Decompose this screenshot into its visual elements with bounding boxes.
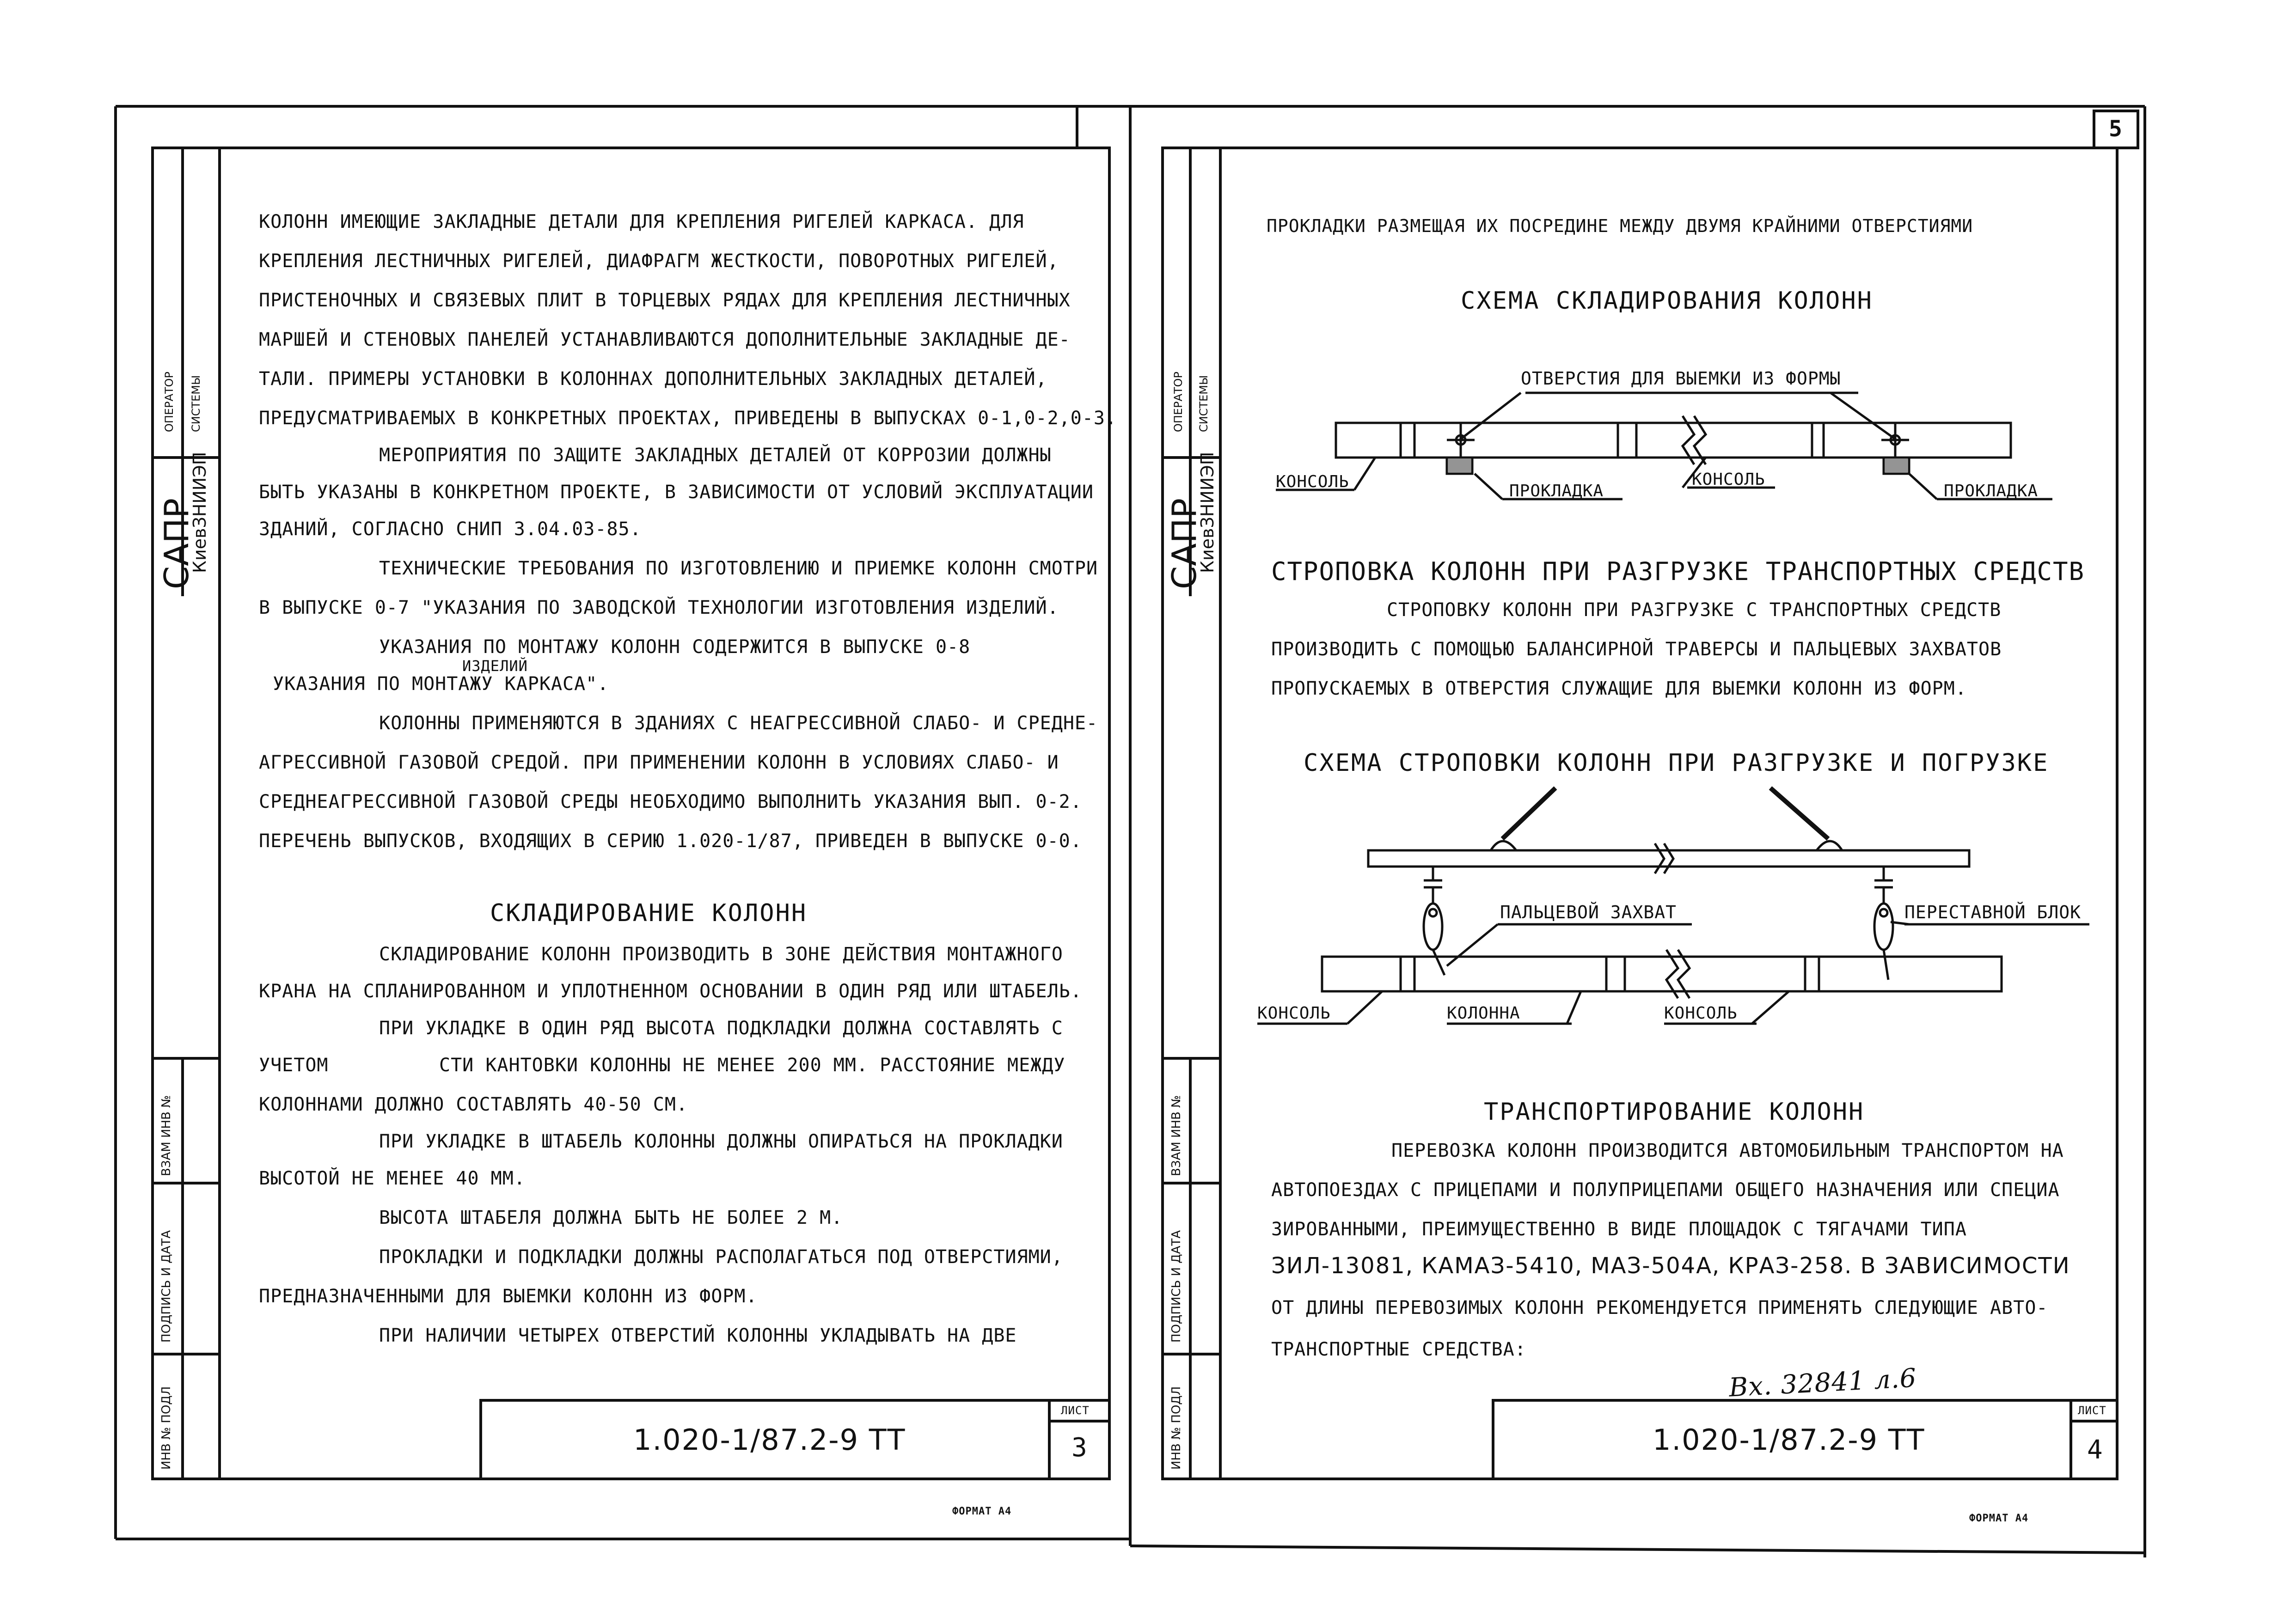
diagram-label-holes: ОТВЕРСТИЯ ДЛЯ ВЫЕМКИ ИЗ ФОРМЫ [1521, 368, 1841, 389]
diagram-label-column: КОЛОННА [1447, 1004, 1520, 1023]
section-heading: СХЕМА СТРОПОВКИ КОЛОНН ПРИ РАЗГРУЗКЕ И ПОГРУЗКЕ [1304, 749, 2049, 777]
diagram-label-console: КОНСОЛЬ [1692, 470, 1765, 489]
sapr-label: САПР [157, 498, 196, 589]
sheet-number: 3 [1071, 1433, 1088, 1463]
format-label: ФОРМАТ А4 [952, 1506, 1012, 1517]
section-heading: СКЛАДИРОВАНИЕ КОЛОНН [490, 899, 808, 927]
text-line: КОЛОННАМИ ДОЛЖНО СОСТАВЛЯТЬ 40-50 СМ. [259, 1094, 688, 1115]
format-label: ФОРМАТ А4 [1969, 1513, 2029, 1524]
side-label-inventory: ИНВ № ПОДЛ [1169, 1386, 1183, 1470]
text-line: В ВЫПУСКЕ 0-7 "УКАЗАНИЯ ПО ЗАВОДСКОЙ ТЕХНОЛОГИИ ИЗГОТОВЛЕНИЯ ИЗДЕЛИЙ. [259, 597, 1059, 618]
operator-label: ОПЕРАТОР [163, 371, 176, 432]
text-line: ПРИ НАЛИЧИИ ЧЕТЫРЕХ ОТВЕРСТИЙ КОЛОННЫ УКЛАДЫВАТЬ НА ДВЕ [379, 1325, 1017, 1346]
text-line: СТРОПОВКУ КОЛОНН ПРИ РАЗГРУЗКЕ С ТРАНСПОРТНЫХ СРЕДСТВ [1387, 599, 2002, 621]
diagram-label-console: КОНСОЛЬ [1276, 472, 1349, 491]
diagram-label-finger-grip: ПАЛЬЦЕВОЙ ЗАХВАТ [1500, 902, 1677, 922]
text-line: ПРОКЛАДКИ И ПОДКЛАДКИ ДОЛЖНЫ РАСПОЛАГАТЬСЯ ПОД ОТВЕРСТИЯМИ, [379, 1246, 1063, 1268]
text-line: ТРАНСПОРТНЫЕ СРЕДСТВА: [1271, 1339, 1526, 1360]
side-label-replace: ВЗАМ ИНВ № [159, 1095, 173, 1176]
text-line: ТАЛИ. ПРИМЕРЫ УСТАНОВКИ В КОЛОННАХ ДОПОЛНИТЕЛЬНЫХ ЗАКЛАДНЫХ ДЕТАЛЕЙ, [259, 368, 1047, 390]
text-line: ПРЕДНАЗНАЧЕННЫМИ ДЛЯ ВЫЕМКИ КОЛОНН ИЗ ФОРМ. [259, 1286, 758, 1307]
section-heading: СХЕМА СКЛАДИРОВАНИЯ КОЛОНН [1461, 287, 1873, 315]
diagram-label-pad: ПРОКЛАДКА [1944, 482, 2039, 501]
text-line: ПРОИЗВОДИТЬ С ПОМОЩЬЮ БАЛАНСИРНОЙ ТРАВЕРСЫ И ПАЛЬЦЕВЫХ ЗАХВАТОВ [1271, 639, 2002, 660]
org-label: КиевЗНИИЭП [190, 452, 210, 573]
system-label: СИСТЕМЫ [1197, 375, 1210, 432]
sheet-number: 4 [2087, 1435, 2103, 1465]
text-line: ИЗДЕЛИЙ [462, 657, 528, 675]
side-label-replace: ВЗАМ ИНВ № [1169, 1095, 1183, 1176]
side-label-signature: ПОДПИСЬ И ДАТА [1169, 1230, 1183, 1343]
text-line: УКАЗАНИЯ ПО МОНТАЖУ КОЛОНН СОДЕРЖИТСЯ В ВЫПУСКЕ 0-8 [379, 636, 971, 658]
text-line: УКАЗАНИЯ ПО МОНТАЖУ КАРКАСА". [273, 673, 609, 695]
section-heading: ТРАНСПОРТИРОВАНИЕ КОЛОНН [1484, 1098, 1865, 1126]
diagram-label-pad: ПРОКЛАДКА [1509, 482, 1604, 501]
sheet-label: ЛИСТ [1061, 1404, 1090, 1417]
diagram-label-console: КОНСОЛЬ [1664, 1004, 1738, 1023]
org-label: КиевЗНИИЭП [1197, 452, 1218, 573]
document-code: 1.020-1/87.2-9 ТТ [633, 1423, 906, 1457]
text-line: ЗИЛ-13081, КАМАЗ-5410, МАЗ-504А, КРАЗ-258. В ЗАВИСИМОСТИ [1271, 1253, 2070, 1279]
text-line: ПРОПУСКАЕМЫХ В ОТВЕРСТИЯ СЛУЖАЩИЕ ДЛЯ ВЫЕМКИ КОЛОНН ИЗ ФОРМ. [1271, 678, 1967, 699]
text-line: ТЕХНИЧЕСКИЕ ТРЕБОВАНИЯ ПО ИЗГОТОВЛЕНИЮ И ПРИЕМКЕ КОЛОНН СМОТРИ [379, 558, 1098, 579]
side-label-inventory: ИНВ № ПОДЛ [159, 1386, 173, 1470]
text-line: ПРИСТЕНОЧНЫХ И СВЯЗЕВЫХ ПЛИТ В ТОРЦЕВЫХ РЯДАХ ДЛЯ КРЕПЛЕНИЯ ЛЕСТНИЧНЫХ [259, 290, 1071, 311]
side-label-signature: ПОДПИСЬ И ДАТА [159, 1230, 173, 1343]
text-line: ПРИ УКЛАДКЕ В ШТАБЕЛЬ КОЛОННЫ ДОЛЖНЫ ОПИРАТЬСЯ НА ПРОКЛАДКИ [379, 1131, 1063, 1152]
text-line: КОЛОННЫ ПРИМЕНЯЮТСЯ В ЗДАНИЯХ С НЕАГРЕССИВНОЙ СЛАБО- И СРЕДНЕ- [379, 713, 1098, 734]
outer-sheet-number: 5 [2109, 116, 2123, 142]
text-line: КОЛОНН ИМЕЮЩИЕ ЗАКЛАДНЫЕ ДЕТАЛИ ДЛЯ КРЕПЛЕНИЯ РИГЕЛЕЙ КАРКАСА. ДЛЯ [259, 211, 1024, 232]
text-line: ВЫСОТОЙ НЕ МЕНЕЕ 40 ММ. [259, 1168, 526, 1189]
text-line: СТИ КАНТОВКИ КОЛОННЫ НЕ МЕНЕЕ 200 ММ. РАССТОЯНИЕ МЕЖДУ [439, 1055, 1065, 1076]
text-line: МЕРОПРИЯТИЯ ПО ЗАЩИТЕ ЗАКЛАДНЫХ ДЕТАЛЕЙ ОТ КОРРОЗИИ ДОЛЖНЫ [379, 445, 1052, 466]
text-line: ПРОКЛАДКИ РАЗМЕЩАЯ ИХ ПОСРЕДИНЕ МЕЖДУ ДВУМЯ КРАЙНИМИ ОТВЕРСТИЯМИ [1267, 216, 1973, 236]
text-line: СКЛАДИРОВАНИЕ КОЛОНН ПРОИЗВОДИТЬ В ЗОНЕ ДЕЙСТВИЯ МОНТАЖНОГО [379, 944, 1063, 965]
text-line: КРАНА НА СПЛАНИРОВАННОМ И УПЛОТНЕННОМ ОСНОВАНИИ В ОДИН РЯД ИЛИ ШТАБЕЛЬ. [259, 981, 1082, 1002]
column-body [1322, 957, 2002, 991]
text-line: ПЕРЕВОЗКА КОЛОНН ПРОИЗВОДИТСЯ АВТОМОБИЛЬНЫМ ТРАНСПОРТОМ НА [1391, 1140, 2064, 1161]
sheet-label: ЛИСТ [2078, 1404, 2106, 1417]
text-line: БЫТЬ УКАЗАНЫ В КОНКРЕТНОМ ПРОЕКТЕ, В ЗАВИСИМОСТИ ОТ УСЛОВИЙ ЭКСПЛУАТАЦИИ [259, 482, 1094, 503]
text-line: ПРЕДУСМАТРИВАЕМЫХ В КОНКРЕТНЫХ ПРОЕКТАХ, ПРИВЕДЕНЫ В ВЫПУСКАХ 0-1,0-2,0-3. [259, 408, 1117, 429]
text-line: ОТ ДЛИНЫ ПЕРЕВОЗИМЫХ КОЛОНН РЕКОМЕНДУЕТСЯ ПРИМЕНЯТЬ СЛЕДУЮЩИЕ АВТО- [1271, 1297, 2048, 1319]
text-line: УЧЕТОМ [259, 1055, 329, 1076]
text-line: АВТОПОЕЗДАХ С ПРИЦЕПАМИ И ПОЛУПРИЦЕПАМИ ОБЩЕГО НАЗНАЧЕНИЯ ИЛИ СПЕЦИА [1271, 1179, 2060, 1201]
system-label: СИСТЕМЫ [190, 375, 202, 432]
handwritten-note: Вх. 32841 л.6 [1728, 1363, 1917, 1403]
diagram-label-console: КОНСОЛЬ [1257, 1004, 1331, 1023]
text-line: ПРИ УКЛАДКЕ В ОДИН РЯД ВЫСОТА ПОДКЛАДКИ ДОЛЖНА СОСТАВЛЯТЬ С [379, 1018, 1063, 1039]
sapr-label: САПР [1165, 498, 1204, 589]
document-code: 1.020-1/87.2-9 ТТ [1653, 1423, 1925, 1457]
text-line: ЗДАНИЙ, СОГЛАСНО СНИП 3.04.03-85. [259, 519, 642, 540]
operator-label: ОПЕРАТОР [1172, 371, 1185, 432]
text-line: ЗИРОВАННЫМИ, ПРЕИМУЩЕСТВЕННО В ВИДЕ ПЛОЩАДОК С ТЯГАЧАМИ ТИПА [1271, 1219, 1967, 1240]
diagram-label-block: ПЕРЕСТАВНОЙ БЛОК [1904, 902, 2082, 922]
text-line: АГРЕССИВНОЙ ГАЗОВОЙ СРЕДОЙ. ПРИ ПРИМЕНЕНИИ КОЛОНН В УСЛОВИЯХ СЛАБО- И [259, 752, 1059, 773]
text-line: ВЫСОТА ШТАБЕЛЯ ДОЛЖНА БЫТЬ НЕ БОЛЕЕ 2 М. [379, 1207, 843, 1228]
section-heading: СТРОПОВКА КОЛОНН ПРИ РАЗГРУЗКЕ ТРАНСПОРТНЫХ СРЕДСТВ [1271, 557, 2085, 586]
text-line: ПЕРЕЧЕНЬ ВЫПУСКОВ, ВХОДЯЩИХ В СЕРИЮ 1.020-1/87, ПРИВЕДЕН В ВЫПУСКЕ 0-0. [259, 830, 1082, 852]
text-line: СРЕДНЕАГРЕССИВНОЙ ГАЗОВОЙ СРЕДЫ НЕОБХОДИМО ВЫПОЛНИТЬ УКАЗАНИЯ ВЫП. 0-2. [259, 791, 1082, 812]
text-line: МАРШЕЙ И СТЕНОВЫХ ПАНЕЛЕЙ УСТАНАВЛИВАЮТСЯ ДОПОЛНИТЕЛЬНЫЕ ЗАКЛАДНЫЕ ДЕ- [259, 329, 1071, 350]
text-line: КРЕПЛЕНИЯ ЛЕСТНИЧНЫХ РИГЕЛЕЙ, ДИАФРАГМ ЖЕСТКОСТИ, ПОВОРОТНЫХ РИГЕЛЕЙ, [259, 250, 1059, 272]
